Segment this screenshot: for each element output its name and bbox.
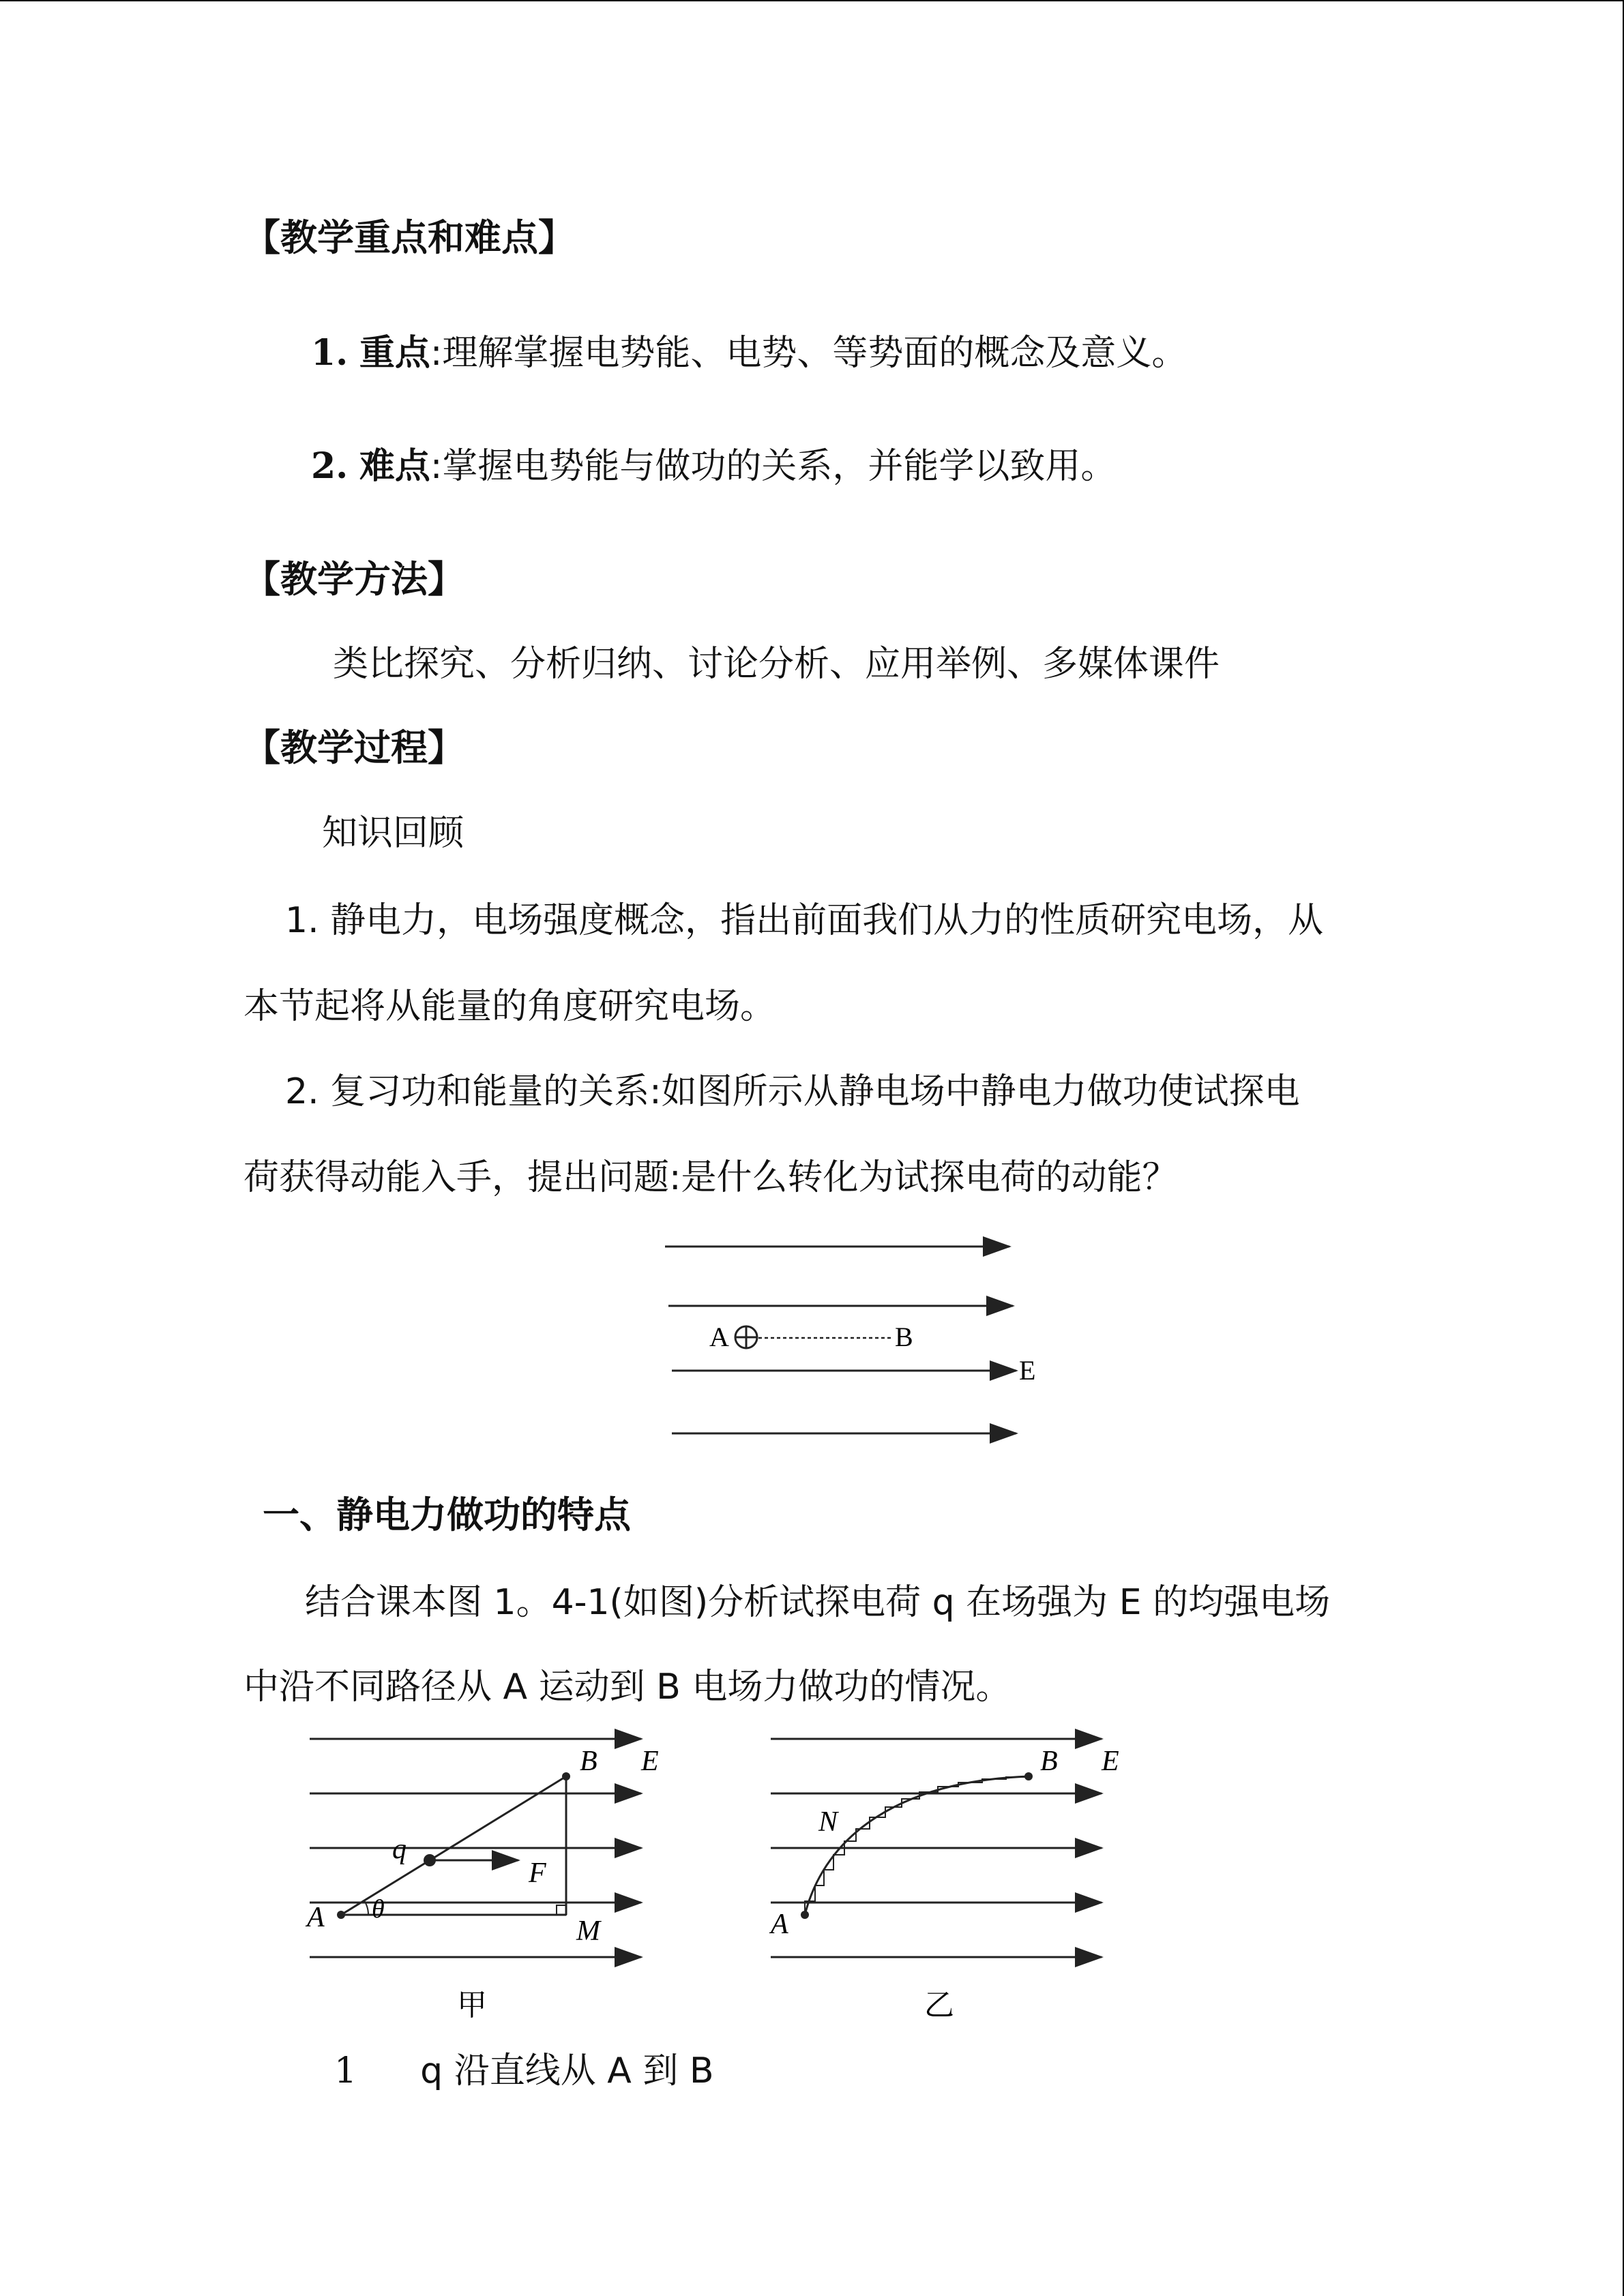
caption-jia: 甲 [457,1988,487,2022]
item-1-text: q 沿直线从 A 到 B [420,2051,714,2091]
key-point-2-number: 2. [311,445,349,487]
part1-heading: 一、静电力做功的特点 [263,1493,631,1536]
figure-yi [750,1718,1160,2032]
label-a: A [709,1322,729,1352]
label-b: B [580,1746,597,1777]
part1-line1: 结合课本图 1。4-1(如图)分析试探电荷 q 在场强为 E 的均强电场 [305,1582,1331,1623]
label-m: M [576,1915,600,1947]
methods-text: 类比探究、分析归纳、讨论分析、应用举例、多媒体课件 [333,644,1220,685]
review-heading: 知识回顾 [322,813,464,854]
review-2-line1: 2. 复习功和能量的关系:如图所示从静电场中静电力做功使试探电 [285,1071,1300,1112]
positive-charge-icon [735,1326,757,1348]
key-point-2-label: 难点 [359,446,430,487]
key-point-1-label: 重点 [359,333,430,374]
key-point-1-text: :理解掌握电势能、电势、等势面的概念及意义。 [430,333,1187,374]
item-1-number: 1 [334,2051,357,2091]
label-b: B [895,1322,913,1352]
key-point-2 [311,445,1116,488]
part1-line2: 中沿不同路径从 A 运动到 B 电场力做功的情况。 [243,1667,1012,1708]
review-1-line1: 1. 静电力，电场强度概念，指出前面我们从力的性质研究电场，从 [285,900,1324,941]
path-ab [341,1776,566,1915]
figure-jia [293,1718,703,2032]
right-angle-mark [557,1905,566,1915]
methods-heading: 【教学方法】 [243,558,464,601]
caption-yi: 乙 [924,1988,954,2022]
key-point-2-text: :掌握电势能与做功的关系，并能学以致用。 [430,446,1117,487]
point-b [1024,1772,1033,1780]
label-q: q [392,1834,407,1865]
key-points-heading: 【教学重点和难点】 [243,216,575,259]
point-a [801,1911,809,1919]
uniform-field-figure [641,1221,1064,1452]
label-e: E [1102,1746,1119,1777]
label-theta: θ [372,1895,385,1924]
key-point-1 [311,331,1187,375]
label-a: A [771,1909,788,1940]
review-2-line2: 荷获得动能入手，提出问题:是什么转化为试探电荷的动能？ [243,1157,1178,1198]
label-b: B [1040,1746,1058,1777]
point-a [337,1911,345,1919]
process-heading: 【教学过程】 [243,726,464,769]
review-1-line2: 本节起将从能量的角度研究电场。 [243,986,776,1027]
label-n: N [818,1806,838,1838]
label-e: E [641,1746,659,1777]
item-1 [334,2049,714,2093]
point-b [562,1772,570,1780]
label-e: E [1019,1355,1036,1386]
curved-path [805,1776,1029,1915]
key-point-1-number: 1. [311,332,349,374]
label-a: A [307,1902,325,1933]
label-f: F [529,1858,546,1889]
